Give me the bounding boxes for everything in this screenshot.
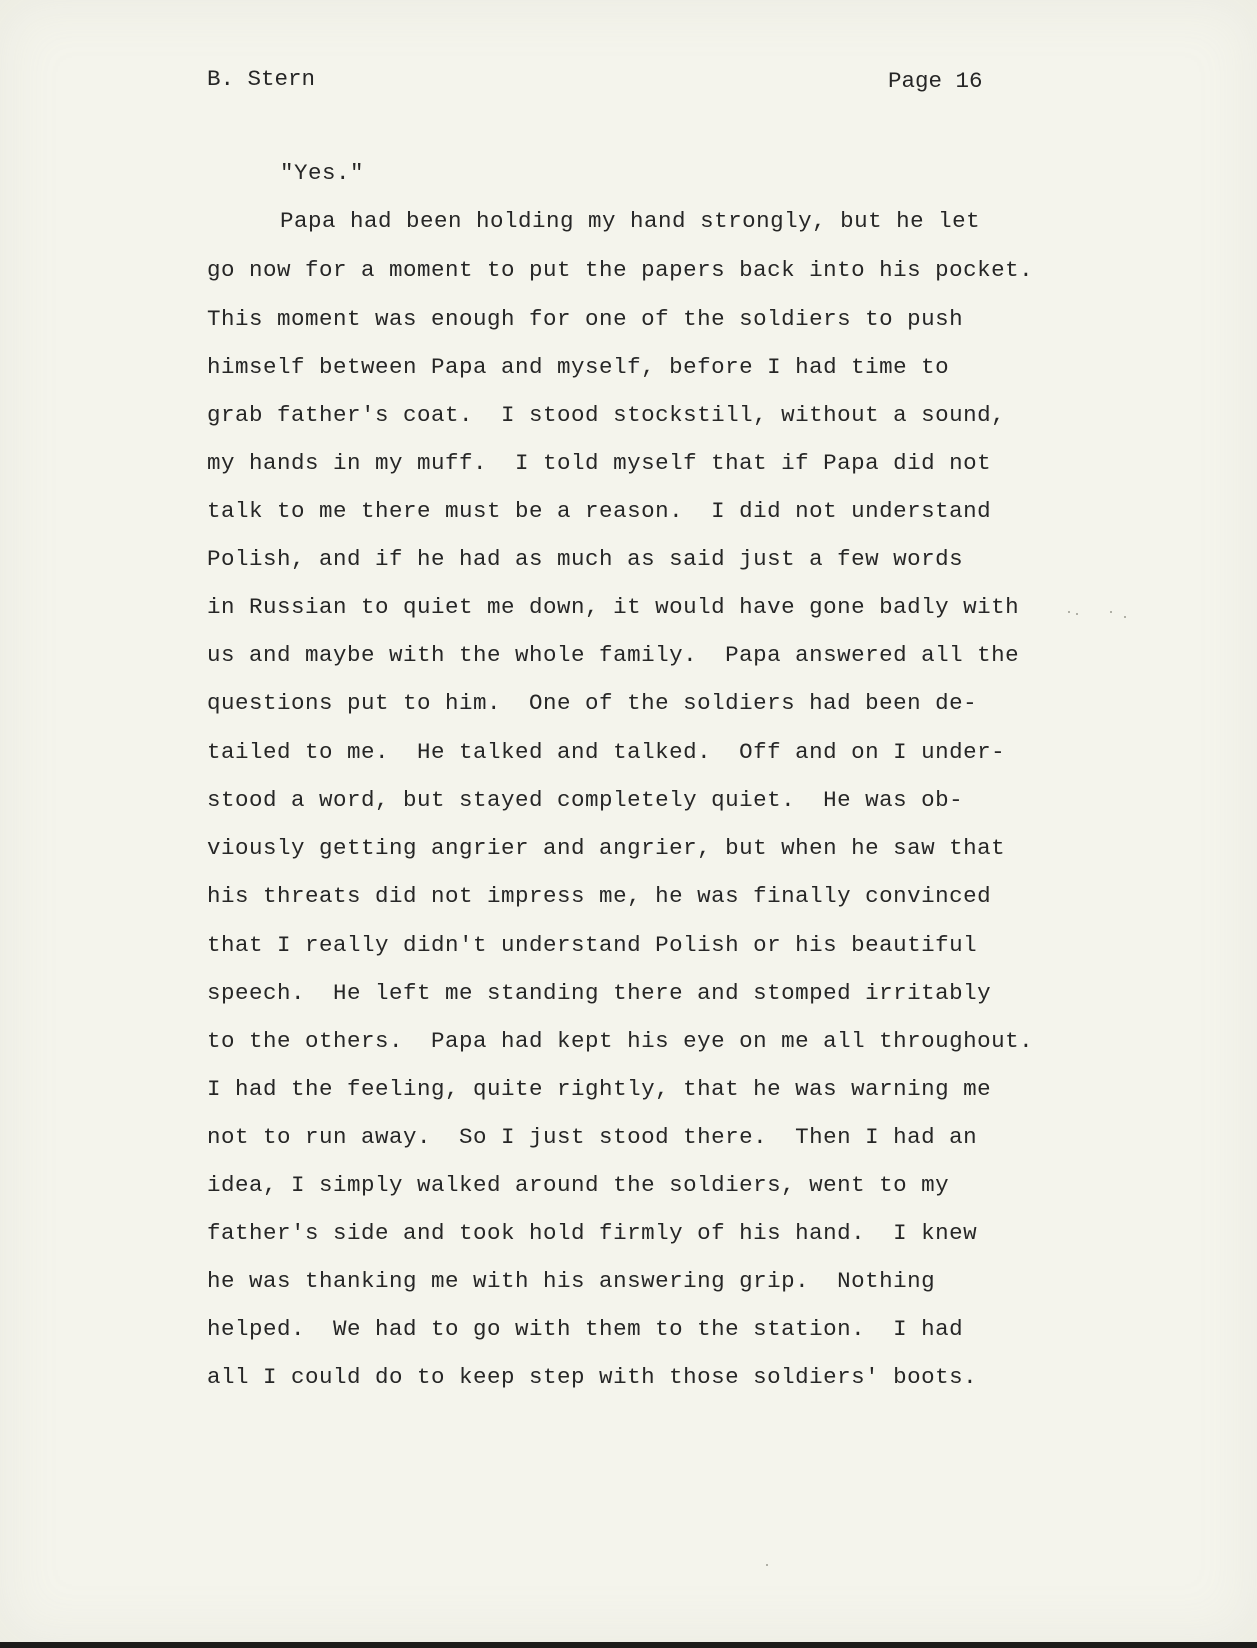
text-line: he was thanking me with his answering grip. Nothing — [207, 1268, 936, 1294]
text-line: us and maybe with the whole family. Papa answered all the — [207, 642, 1020, 668]
text-line: speech. He left me standing there and stomped irritably — [207, 980, 992, 1006]
text-line: that I really didn't understand Polish or his beautiful — [207, 932, 978, 958]
text-line: talk to me there must be a reason. I did not understand — [207, 498, 992, 524]
text-line: to the others. Papa had kept his eye on me all throughout. — [207, 1028, 1034, 1054]
text-line: Papa had been holding my hand strongly, but he let — [280, 208, 981, 234]
paper-speck — [1110, 611, 1112, 613]
text-line: in Russian to quiet me down, it would have gone badly with — [207, 594, 1020, 620]
text-line: questions put to him. One of the soldiers had been de- — [207, 690, 978, 716]
author-header: B. Stern — [207, 66, 316, 92]
text-line: grab father's coat. I stood stockstill, without a sound, — [207, 402, 1006, 428]
text-line: go now for a moment to put the papers back into his pocket. — [207, 257, 1034, 283]
text-line: "Yes." — [280, 160, 365, 186]
paper-speck — [766, 1564, 768, 1566]
page-number: Page 16 — [888, 68, 983, 94]
text-line: my hands in my muff. I told myself that if Papa did not — [207, 450, 992, 476]
text-line: helped. We had to go with them to the station. I had — [207, 1316, 964, 1342]
text-line: viously getting angrier and angrier, but when he saw that — [207, 835, 1006, 861]
text-line: father's side and took hold firmly of his hand. I knew — [207, 1220, 978, 1246]
paper-speck — [1076, 613, 1078, 615]
text-line: all I could do to keep step with those soldiers' boots. — [207, 1364, 978, 1390]
text-line: his threats did not impress me, he was finally convinced — [207, 883, 992, 909]
text-line: I had the feeling, quite rightly, that he was warning me — [207, 1076, 992, 1102]
paper-speck — [1124, 616, 1126, 618]
text-line: This moment was enough for one of the soldiers to push — [207, 306, 964, 332]
text-line: Polish, and if he had as much as said just a few words — [207, 546, 964, 572]
text-line: stood a word, but stayed completely quiet. He was ob- — [207, 787, 964, 813]
text-line: himself between Papa and myself, before I had time to — [207, 354, 950, 380]
text-line: not to run away. So I just stood there. Then I had an — [207, 1124, 978, 1150]
paper-speck — [1068, 611, 1070, 613]
text-line: idea, I simply walked around the soldiers, went to my — [207, 1172, 950, 1198]
text-line: tailed to me. He talked and talked. Off and on I under- — [207, 739, 1006, 765]
